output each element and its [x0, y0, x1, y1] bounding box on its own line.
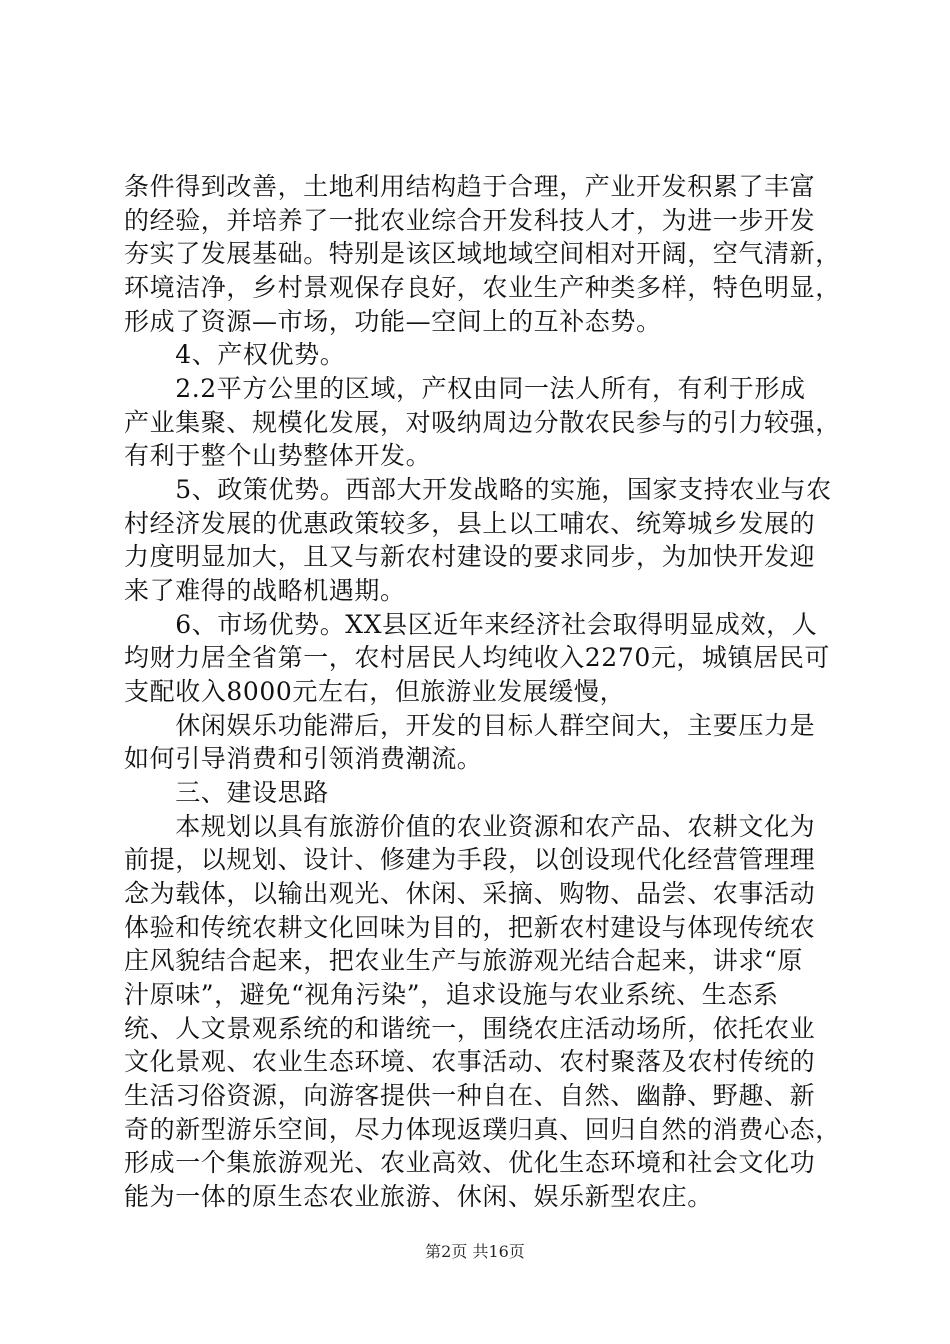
page-footer: 第2页 共16页 [425, 1242, 525, 1261]
text-line: 产业集聚、规模化发展，对吸纳周边分散农民参与的引力较强， [124, 408, 841, 437]
text-line: 5、政策优势。西部大开发战略的实施，国家支持农业与农 [124, 475, 832, 504]
text-line: 奇的新型游乐空间，尽力体现返璞归真、回归自然的消费心态， [124, 1115, 841, 1144]
text-line: 形成一个集旅游观光、农业高效、优化生态环境和社会文化功 [124, 1148, 816, 1177]
text-line: 统、人文景观系统的和谐统一，围绕农庄活动场所，依托农业 [124, 1014, 816, 1043]
section-heading: 三、建设思路 [124, 778, 329, 807]
text-line: 能为一体的原生态农业旅游、休闲、娱乐新型农庄。 [124, 1182, 713, 1211]
text-line: 条件得到改善，土地利用结构趋于合理，产业开发积累了丰富 [124, 172, 816, 201]
text-line: 文化景观、农业生态环境、农事活动、农村聚落及农村传统的 [124, 1047, 816, 1076]
text-line: 均财力居全省第一，农村居民人均纯收入2270元，城镇居民可 [124, 643, 831, 672]
text-line: 的经验，并培养了一批农业综合开发科技人才，为进一步开发 [124, 206, 816, 235]
text-line: 汁原味”，避免“视角污染”，追求设施与农业系统、生态系 [124, 980, 779, 1009]
text-line: 6、市场优势。XX县区近年来经济社会取得明显成效，人 [124, 610, 818, 639]
text-line: 有利于整个山势整体开发。 [124, 441, 432, 470]
text-line: 村经济发展的优惠政策较多，县上以工哺农、统筹城乡发展的 [124, 509, 816, 538]
text-line: 来了难得的战略机遇期。 [124, 576, 406, 605]
text-line: 休闲娱乐功能滞后，开发的目标人群空间大，主要压力是 [124, 711, 816, 740]
text-line: 庄风貌结合起来，把农业生产与旅游观光结合起来，讲求“原 [124, 946, 803, 975]
section-heading: 4、产权优势。 [124, 340, 346, 369]
text-line: 力度明显加大，且又与新农村建设的要求同步，为加快开发迎 [124, 542, 816, 571]
text-line: 支配收入8000元左右，但旅游业发展缓慢， [124, 677, 626, 706]
text-line: 本规划以具有旅游价值的农业资源和农产品、农耕文化为 [124, 812, 816, 841]
text-line: 前提，以规划、设计、修建为手段，以创设现代化经营管理理 [124, 845, 816, 874]
text-line: 环境洁净，乡村景观保存良好，农业生产种类多样，特色明显， [124, 273, 841, 302]
text-line: 生活习俗资源，向游客提供一种自在、自然、幽静、野趣、新 [124, 1081, 816, 1110]
text-line: 如何引导消费和引领消费潮流。 [124, 744, 483, 773]
text-line: 2.2平方公里的区域，产权由同一法人所有，有利于形成 [124, 374, 806, 403]
text-line: 夯实了发展基础。特别是该区域地域空间相对开阔，空气清新， [124, 239, 841, 268]
text-line: 念为载体，以输出观光、休闲、采摘、购物、品尝、农事活动 [124, 879, 816, 908]
text-line: 体验和传统农耕文化回味为目的，把新农村建设与体现传统农 [124, 913, 816, 942]
text-line: 形成了资源—市场，功能—空间上的互补态势。 [124, 307, 662, 336]
